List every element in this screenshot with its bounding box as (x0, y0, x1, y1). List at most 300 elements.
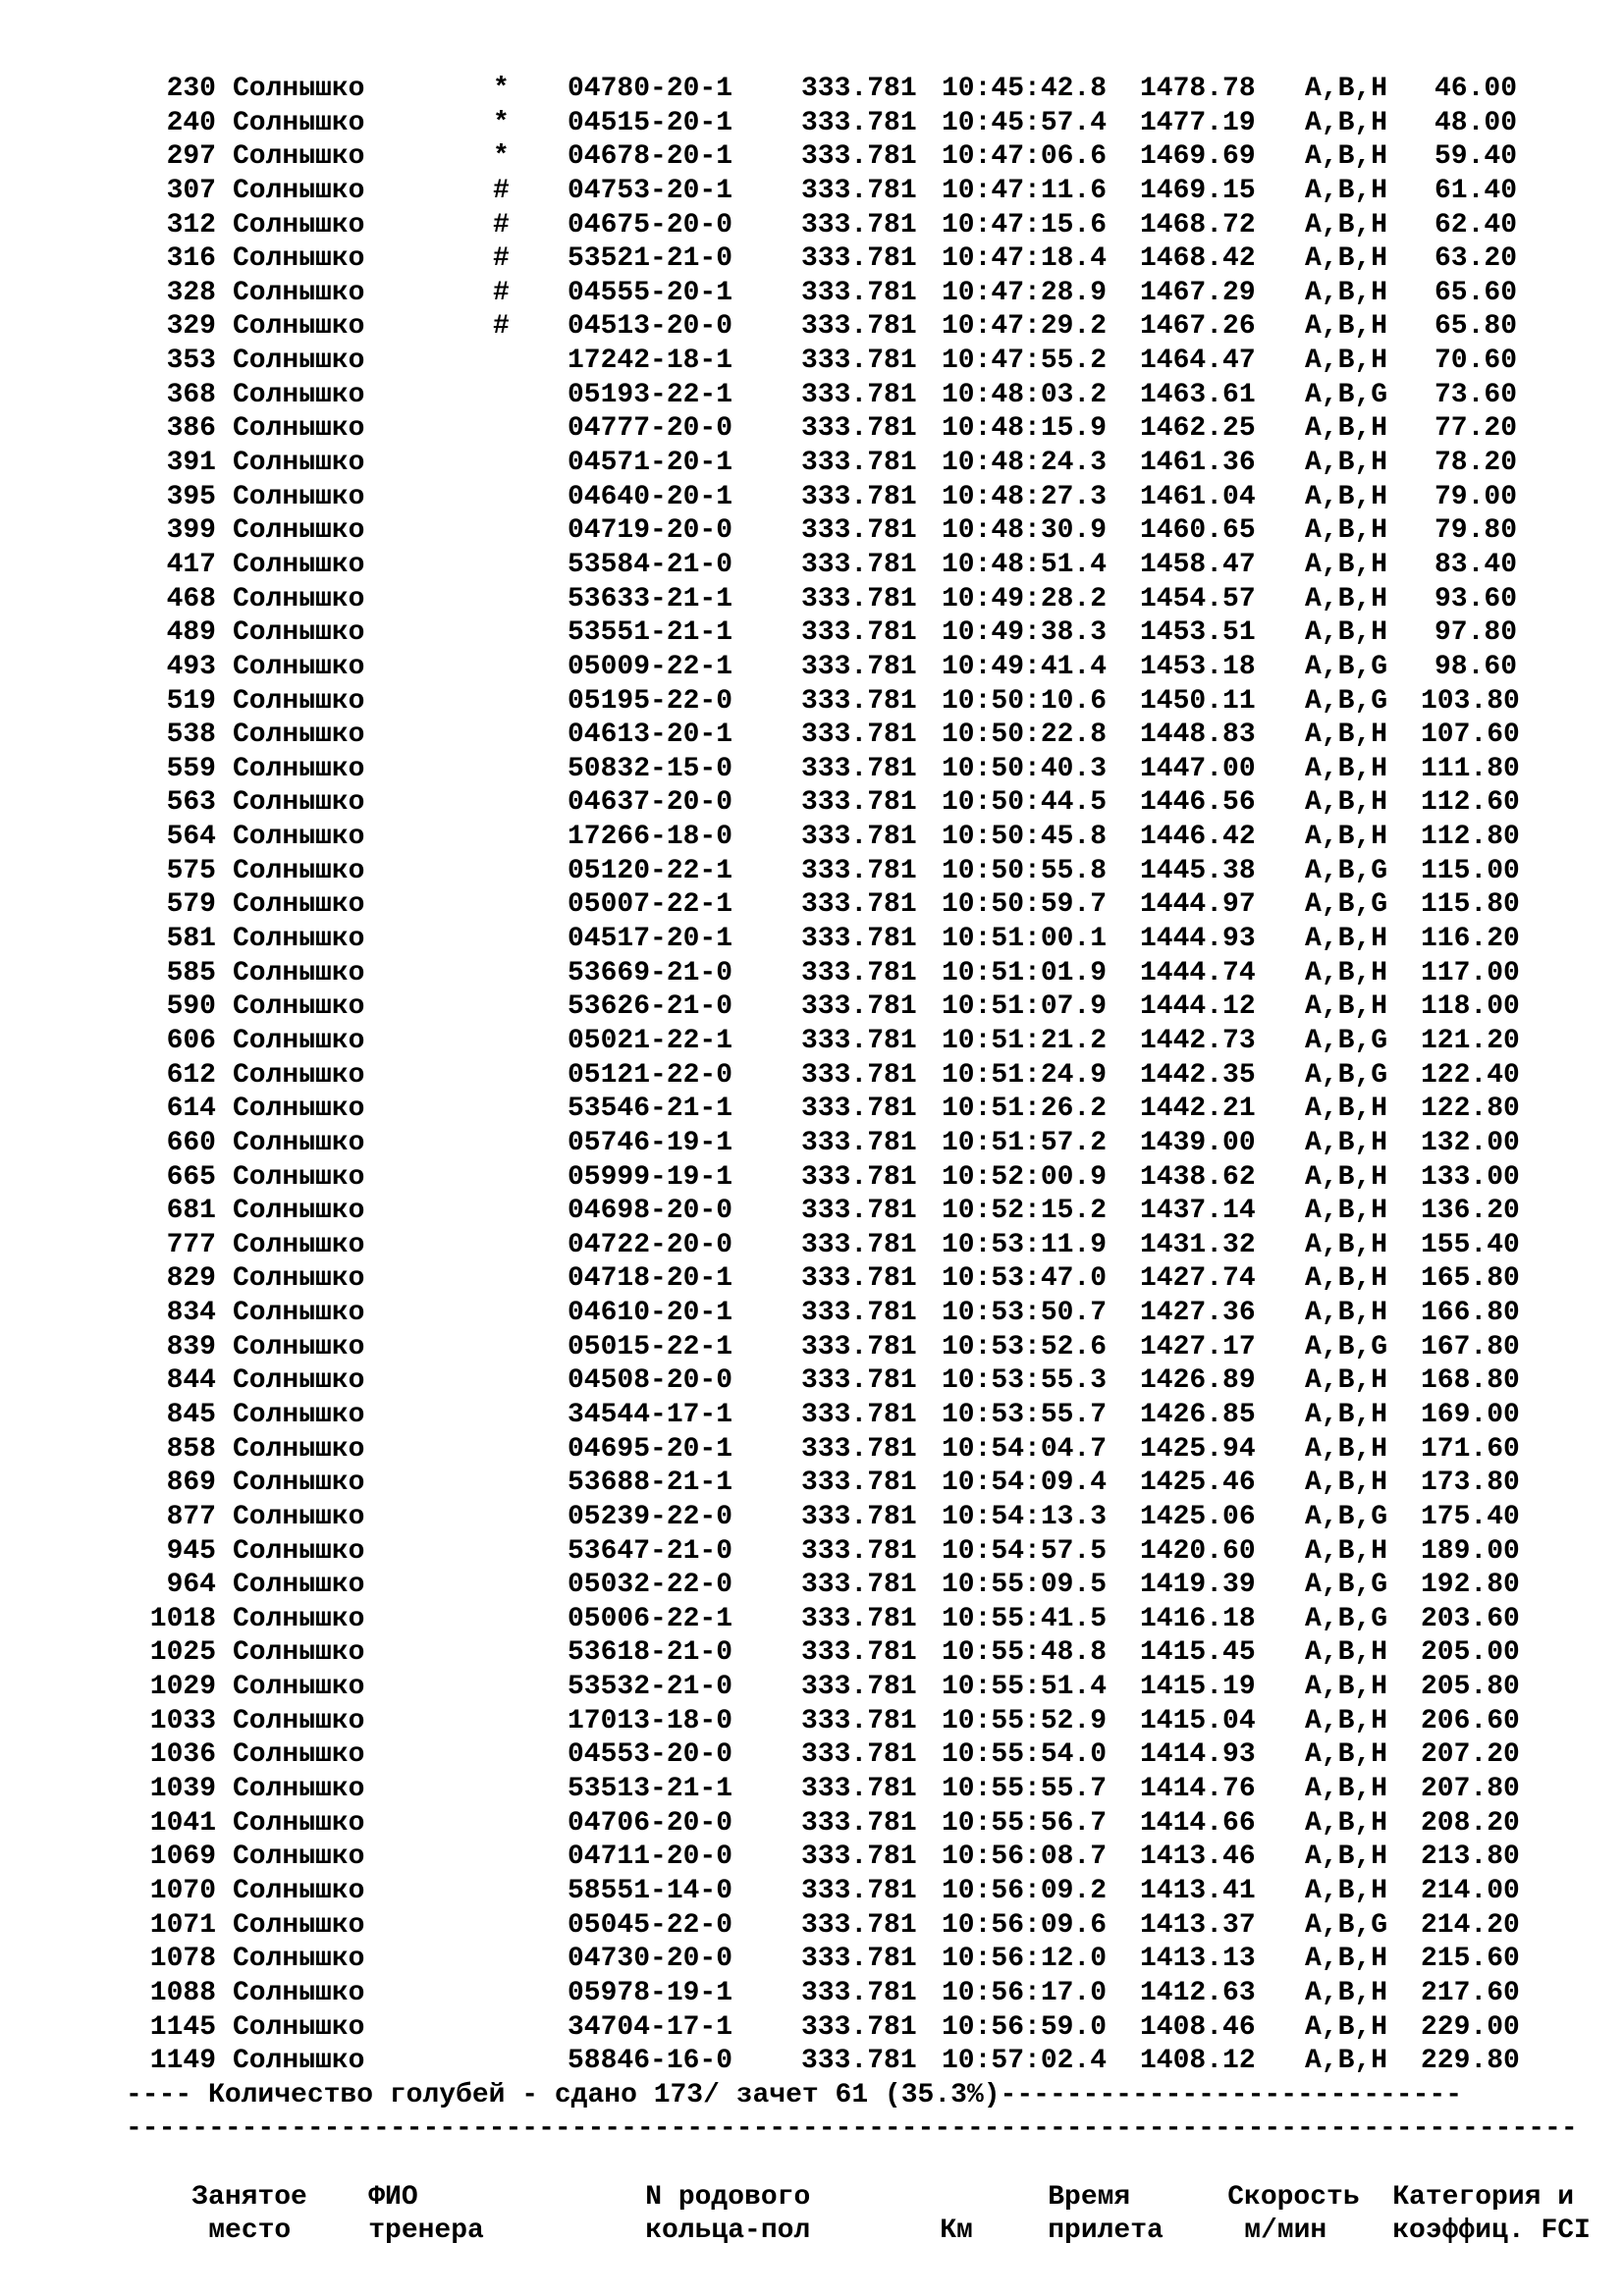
coef-cell: 65.60 (1434, 277, 1517, 308)
ring-cell: 53626-21-0 (568, 991, 733, 1023)
km-cell: 333.781 (801, 855, 917, 886)
place-cell: 877 (166, 1501, 216, 1532)
place-cell: 777 (166, 1229, 216, 1260)
category-cell: A,B,H (1305, 549, 1388, 580)
table-row (126, 1025, 1598, 1059)
time-cell: 10:50:55.8 (942, 855, 1108, 886)
category-cell: A,B,H (1305, 1672, 1388, 1703)
ring-cell: 04553-20-0 (568, 1739, 733, 1771)
speed-cell: 1414.66 (1140, 1807, 1256, 1839)
ring-cell: 05007-22-1 (568, 889, 733, 921)
place-cell: 468 (166, 583, 216, 614)
name-cell: Солнышко (233, 720, 365, 751)
table-row (126, 1909, 1598, 1944)
header-time: Время (1048, 2181, 1131, 2213)
coef-cell: 63.20 (1434, 243, 1517, 275)
time-cell: 10:56:09.2 (942, 1875, 1108, 1906)
coef-cell: 98.60 (1434, 651, 1517, 682)
name-cell: Солнышко (233, 311, 365, 343)
speed-cell: 1437.14 (1140, 1196, 1256, 1227)
time-cell: 10:45:42.8 (942, 74, 1108, 104)
category-cell: A,B,H (1305, 1535, 1388, 1567)
category-cell: A,B,H (1305, 1944, 1388, 1975)
category-cell: A,B,H (1305, 1229, 1388, 1260)
name-cell: Солнышко (233, 346, 365, 377)
time-cell: 10:50:10.6 (942, 685, 1108, 717)
ring-cell: 04706-20-0 (568, 1807, 733, 1839)
mark-cell: # (493, 175, 510, 206)
place-cell: 606 (166, 1025, 216, 1056)
coef-cell: 205.80 (1421, 1672, 1520, 1703)
category-cell: A,B,H (1305, 720, 1388, 751)
speed-cell: 1467.29 (1140, 277, 1256, 308)
place-cell: 575 (166, 855, 216, 886)
table-row (126, 1977, 1598, 2011)
name-cell: Солнышко (233, 2011, 365, 2043)
table-row (126, 1229, 1598, 1263)
km-cell: 333.781 (801, 1570, 917, 1601)
place-cell: 858 (166, 1433, 216, 1465)
km-cell: 333.781 (801, 1229, 917, 1260)
speed-cell: 1444.74 (1140, 957, 1256, 988)
km-cell: 333.781 (801, 243, 917, 275)
place-cell: 581 (166, 924, 216, 955)
time-cell: 10:47:18.4 (942, 243, 1108, 275)
km-cell: 333.781 (801, 1977, 917, 2008)
name-cell: Солнышко (233, 243, 365, 275)
name-cell: Солнышко (233, 1025, 365, 1056)
name-cell: Солнышко (233, 1501, 365, 1532)
name-cell: Солнышко (233, 957, 365, 988)
time-cell: 10:54:04.7 (942, 1433, 1108, 1465)
speed-cell: 1427.17 (1140, 1331, 1256, 1362)
time-cell: 10:45:57.4 (942, 107, 1108, 138)
header-ring: N родового (645, 2181, 811, 2213)
category-cell: A,B,H (1305, 515, 1388, 547)
ring-cell: 58551-14-0 (568, 1875, 733, 1906)
time-cell: 10:54:13.3 (942, 1501, 1108, 1532)
km-cell: 333.781 (801, 1875, 917, 1906)
name-cell: Солнышко (233, 209, 365, 240)
speed-cell: 1420.60 (1140, 1535, 1256, 1567)
time-cell: 10:51:01.9 (942, 957, 1108, 988)
name-cell: Солнышко (233, 1263, 365, 1295)
table-row (126, 923, 1598, 957)
coef-cell: 77.20 (1434, 413, 1517, 445)
speed-cell: 1425.94 (1140, 1433, 1256, 1465)
km-cell: 333.781 (801, 311, 917, 343)
place-cell: 660 (166, 1127, 216, 1158)
category-cell: A,B,H (1305, 1842, 1388, 1873)
ring-cell: 05006-22-1 (568, 1603, 733, 1634)
time-cell: 10:55:41.5 (942, 1603, 1108, 1634)
ring-cell: 17266-18-0 (568, 822, 733, 853)
km-cell: 333.781 (801, 1025, 917, 1056)
mark-cell: * (493, 74, 510, 104)
speed-cell: 1460.65 (1140, 515, 1256, 547)
time-cell: 10:53:50.7 (942, 1298, 1108, 1329)
table-row (126, 310, 1598, 345)
ring-cell: 05239-22-0 (568, 1501, 733, 1532)
place-cell: 681 (166, 1196, 216, 1227)
coef-cell: 169.00 (1421, 1399, 1520, 1430)
coef-cell: 107.60 (1421, 720, 1520, 751)
km-cell: 333.781 (801, 175, 917, 206)
coef-cell: 103.80 (1421, 685, 1520, 717)
place-cell: 1070 (149, 1875, 216, 1906)
name-cell: Солнышко (233, 685, 365, 717)
km-cell: 333.781 (801, 1298, 917, 1329)
time-cell: 10:50:44.5 (942, 787, 1108, 819)
ring-cell: 58846-16-0 (568, 2046, 733, 2077)
ring-cell: 05195-22-0 (568, 685, 733, 717)
place-cell: 489 (166, 617, 216, 649)
name-cell: Солнышко (233, 1705, 365, 1736)
time-cell: 10:48:27.3 (942, 481, 1108, 512)
km-cell: 333.781 (801, 1705, 917, 1736)
ring-cell: 53513-21-1 (568, 1774, 733, 1805)
mark-cell: * (493, 107, 510, 138)
table-row (126, 786, 1598, 821)
time-cell: 10:54:09.4 (942, 1468, 1108, 1499)
coef-cell: 116.20 (1421, 924, 1520, 955)
name-cell: Солнышко (233, 448, 365, 479)
coef-cell: 217.60 (1421, 1977, 1520, 2008)
km-cell: 333.781 (801, 991, 917, 1023)
time-cell: 10:55:56.7 (942, 1807, 1108, 1839)
category-cell: A,B,H (1305, 2046, 1388, 2077)
ring-cell: 53521-21-0 (568, 243, 733, 275)
header-ring-2: кольца-пол (645, 2216, 811, 2247)
coef-cell: 115.00 (1421, 855, 1520, 886)
speed-cell: 1442.35 (1140, 1059, 1256, 1091)
ring-cell: 05193-22-1 (568, 379, 733, 410)
category-cell: A,B,H (1305, 1161, 1388, 1193)
place-cell: 328 (166, 277, 216, 308)
ring-cell: 04780-20-1 (568, 74, 733, 104)
name-cell: Солнышко (233, 1672, 365, 1703)
category-cell: A,B,H (1305, 141, 1388, 173)
place-cell: 329 (166, 311, 216, 343)
time-cell: 10:52:00.9 (942, 1161, 1108, 1193)
table-row (126, 1195, 1598, 1229)
km-cell: 333.781 (801, 617, 917, 649)
place-cell: 1149 (149, 2046, 216, 2077)
category-cell: A,B,H (1305, 209, 1388, 240)
name-cell: Солнышко (233, 924, 365, 955)
place-cell: 493 (166, 651, 216, 682)
time-cell: 10:48:15.9 (942, 413, 1108, 445)
time-cell: 10:56:09.6 (942, 1909, 1108, 1941)
name-cell: Солнышко (233, 1127, 365, 1158)
name-cell: Солнышко (233, 515, 365, 547)
category-cell: A,B,H (1305, 991, 1388, 1023)
speed-cell: 1462.25 (1140, 413, 1256, 445)
ring-cell: 53584-21-0 (568, 549, 733, 580)
category-cell: A,B,H (1305, 1637, 1388, 1669)
place-cell: 307 (166, 175, 216, 206)
speed-cell: 1461.04 (1140, 481, 1256, 512)
category-cell: A,B,H (1305, 1298, 1388, 1329)
table-row (126, 514, 1598, 549)
category-cell: A,B,H (1305, 924, 1388, 955)
name-cell: Солнышко (233, 583, 365, 614)
header-name-2: тренера (368, 2216, 484, 2247)
ring-cell: 05999-19-1 (568, 1161, 733, 1193)
ring-cell: 05032-22-0 (568, 1570, 733, 1601)
place-cell: 1025 (149, 1637, 216, 1669)
table-row (126, 1773, 1598, 1807)
place-cell: 614 (166, 1094, 216, 1125)
table-row (126, 957, 1598, 991)
name-cell: Солнышко (233, 1909, 365, 1941)
time-cell: 10:47:06.6 (942, 141, 1108, 173)
time-cell: 10:51:57.2 (942, 1127, 1108, 1158)
coef-cell: 83.40 (1434, 549, 1517, 580)
mark-cell: * (493, 141, 510, 173)
category-cell: A,B,H (1305, 2011, 1388, 2043)
table-row (126, 1636, 1598, 1671)
km-cell: 333.781 (801, 822, 917, 853)
time-cell: 10:56:12.0 (942, 1944, 1108, 1975)
speed-cell: 1453.18 (1140, 651, 1256, 682)
coef-cell: 214.20 (1421, 1909, 1520, 1941)
coef-cell: 192.80 (1421, 1570, 1520, 1601)
table-row (126, 242, 1598, 277)
speed-cell: 1467.26 (1140, 311, 1256, 343)
name-cell: Солнышко (233, 753, 365, 784)
name-cell: Солнышко (233, 2046, 365, 2077)
ring-cell: 53633-21-1 (568, 583, 733, 614)
category-cell: A,B,H (1305, 1875, 1388, 1906)
table-row (126, 753, 1598, 787)
ring-cell: 34544-17-1 (568, 1399, 733, 1430)
ring-cell: 50832-15-0 (568, 753, 733, 784)
category-cell: A,B,G (1305, 1570, 1388, 1601)
km-cell: 333.781 (801, 1059, 917, 1091)
place-cell: 839 (166, 1331, 216, 1362)
km-cell: 333.781 (801, 74, 917, 104)
speed-cell: 1413.41 (1140, 1875, 1256, 1906)
place-cell: 391 (166, 448, 216, 479)
speed-cell: 1444.93 (1140, 924, 1256, 955)
coef-cell: 133.00 (1421, 1161, 1520, 1193)
speed-cell: 1415.45 (1140, 1637, 1256, 1669)
place-cell: 585 (166, 957, 216, 988)
km-cell: 333.781 (801, 583, 917, 614)
table-row (126, 888, 1598, 923)
time-cell: 10:51:07.9 (942, 991, 1108, 1023)
table-row (126, 719, 1598, 753)
speed-cell: 1415.19 (1140, 1672, 1256, 1703)
ring-cell: 34704-17-1 (568, 2011, 733, 2043)
table-row (126, 175, 1598, 209)
place-cell: 538 (166, 720, 216, 751)
coef-cell: 155.40 (1421, 1229, 1520, 1260)
speed-cell: 1439.00 (1140, 1127, 1256, 1158)
ring-cell: 05015-22-1 (568, 1331, 733, 1362)
name-cell: Солнышко (233, 379, 365, 410)
km-cell: 333.781 (801, 379, 917, 410)
header-speed-2: м/мин (1244, 2216, 1327, 2247)
category-cell: A,B,H (1305, 787, 1388, 819)
ring-cell: 05746-19-1 (568, 1127, 733, 1158)
category-cell: A,B,H (1305, 1977, 1388, 2008)
place-cell: 240 (166, 107, 216, 138)
place-cell: 579 (166, 889, 216, 921)
coef-cell: 136.20 (1421, 1196, 1520, 1227)
place-cell: 665 (166, 1161, 216, 1193)
time-cell: 10:50:40.3 (942, 753, 1108, 784)
ring-cell: 04571-20-1 (568, 448, 733, 479)
speed-cell: 1464.47 (1140, 346, 1256, 377)
table-row (126, 379, 1598, 413)
time-cell: 10:52:15.2 (942, 1196, 1108, 1227)
time-cell: 10:50:59.7 (942, 889, 1108, 921)
table-row (126, 616, 1598, 651)
km-cell: 333.781 (801, 753, 917, 784)
coef-cell: 61.40 (1434, 175, 1517, 206)
coef-cell: 121.20 (1421, 1025, 1520, 1056)
name-cell: Солнышко (233, 413, 365, 445)
category-cell: A,B,G (1305, 1059, 1388, 1091)
table-row (126, 1433, 1598, 1468)
km-cell: 333.781 (801, 2011, 917, 2043)
coef-cell: 79.80 (1434, 515, 1517, 547)
ring-cell: 04675-20-0 (568, 209, 733, 240)
ring-cell: 53647-21-0 (568, 1535, 733, 1567)
category-cell: A,B,H (1305, 957, 1388, 988)
speed-cell: 1444.12 (1140, 991, 1256, 1023)
time-cell: 10:55:54.0 (942, 1739, 1108, 1771)
km-cell: 333.781 (801, 1535, 917, 1567)
time-cell: 10:49:41.4 (942, 651, 1108, 682)
speed-cell: 1453.51 (1140, 617, 1256, 649)
table-row (126, 1161, 1598, 1196)
ring-cell: 04730-20-0 (568, 1944, 733, 1975)
name-cell: Солнышко (233, 141, 365, 173)
name-cell: Солнышко (233, 1196, 365, 1227)
table-row (126, 1841, 1598, 1875)
speed-cell: 1413.37 (1140, 1909, 1256, 1941)
ring-cell: 04513-20-0 (568, 311, 733, 343)
ring-cell: 05978-19-1 (568, 1977, 733, 2008)
table-row (126, 1501, 1598, 1535)
place-cell: 844 (166, 1365, 216, 1397)
km-cell: 333.781 (801, 1774, 917, 1805)
ring-cell: 04678-20-1 (568, 141, 733, 173)
ring-cell: 53546-21-1 (568, 1094, 733, 1125)
table-row (126, 1059, 1598, 1094)
category-cell: A,B,H (1305, 1196, 1388, 1227)
place-cell: 612 (166, 1059, 216, 1091)
category-cell: A,B,G (1305, 855, 1388, 886)
speed-cell: 1426.89 (1140, 1365, 1256, 1397)
table-row (126, 1364, 1598, 1399)
table-row (126, 1093, 1598, 1127)
place-cell: 353 (166, 346, 216, 377)
category-cell: A,B,H (1305, 346, 1388, 377)
speed-cell: 1446.42 (1140, 822, 1256, 853)
name-cell: Солнышко (233, 787, 365, 819)
category-cell: A,B,G (1305, 889, 1388, 921)
speed-cell: 1468.42 (1140, 243, 1256, 275)
name-cell: Солнышко (233, 1433, 365, 1465)
name-cell: Солнышко (233, 1298, 365, 1329)
name-cell: Солнышко (233, 822, 365, 853)
category-cell: A,B,H (1305, 1807, 1388, 1839)
km-cell: 333.781 (801, 787, 917, 819)
km-cell: 333.781 (801, 549, 917, 580)
km-cell: 333.781 (801, 209, 917, 240)
category-cell: A,B,H (1305, 107, 1388, 138)
table-row (126, 209, 1598, 243)
category-cell: A,B,H (1305, 583, 1388, 614)
speed-cell: 1477.19 (1140, 107, 1256, 138)
coef-cell: 115.80 (1421, 889, 1520, 921)
coef-cell: 207.80 (1421, 1774, 1520, 1805)
mark-cell: # (493, 277, 510, 308)
table-row (126, 1705, 1598, 1739)
name-cell: Солнышко (233, 1094, 365, 1125)
speed-cell: 1408.12 (1140, 2046, 1256, 2077)
category-cell: A,B,H (1305, 1468, 1388, 1499)
table-row (126, 1262, 1598, 1297)
speed-cell: 1463.61 (1140, 379, 1256, 410)
time-cell: 10:55:52.9 (942, 1705, 1108, 1736)
divider-rule: ---------------------------------------------------------------------------------------- (126, 2113, 1578, 2145)
km-cell: 333.781 (801, 720, 917, 751)
km-cell: 333.781 (801, 1468, 917, 1499)
km-cell: 333.781 (801, 515, 917, 547)
km-cell: 333.781 (801, 889, 917, 921)
time-cell: 10:53:52.6 (942, 1331, 1108, 1362)
speed-cell: 1478.78 (1140, 74, 1256, 104)
speed-cell: 1416.18 (1140, 1603, 1256, 1634)
ring-cell: 53688-21-1 (568, 1468, 733, 1499)
place-cell: 1041 (149, 1807, 216, 1839)
header-km-2: Км (940, 2216, 973, 2247)
category-cell: A,B,H (1305, 617, 1388, 649)
table-row (126, 1127, 1598, 1161)
km-cell: 333.781 (801, 685, 917, 717)
table-row (126, 2011, 1598, 2046)
name-cell: Солнышко (233, 1570, 365, 1601)
ring-cell: 04719-20-0 (568, 515, 733, 547)
ring-cell: 05021-22-1 (568, 1025, 733, 1056)
name-cell: Солнышко (233, 1229, 365, 1260)
coef-cell: 93.60 (1434, 583, 1517, 614)
speed-cell: 1431.32 (1140, 1229, 1256, 1260)
ring-cell: 04722-20-0 (568, 1229, 733, 1260)
km-cell: 333.781 (801, 1501, 917, 1532)
place-cell: 386 (166, 413, 216, 445)
table-row (126, 1331, 1598, 1365)
category-cell: A,B,G (1305, 379, 1388, 410)
ring-cell: 05045-22-0 (568, 1909, 733, 1941)
place-cell: 945 (166, 1535, 216, 1567)
header-place-2: место (208, 2216, 292, 2247)
speed-cell: 1442.21 (1140, 1094, 1256, 1125)
coef-cell: 213.80 (1421, 1842, 1520, 1873)
speed-cell: 1450.11 (1140, 685, 1256, 717)
km-cell: 333.781 (801, 1399, 917, 1430)
category-cell: A,B,H (1305, 1433, 1388, 1465)
time-cell: 10:53:47.0 (942, 1263, 1108, 1295)
time-cell: 10:48:30.9 (942, 515, 1108, 547)
category-cell: A,B,H (1305, 277, 1388, 308)
coef-cell: 189.00 (1421, 1535, 1520, 1567)
